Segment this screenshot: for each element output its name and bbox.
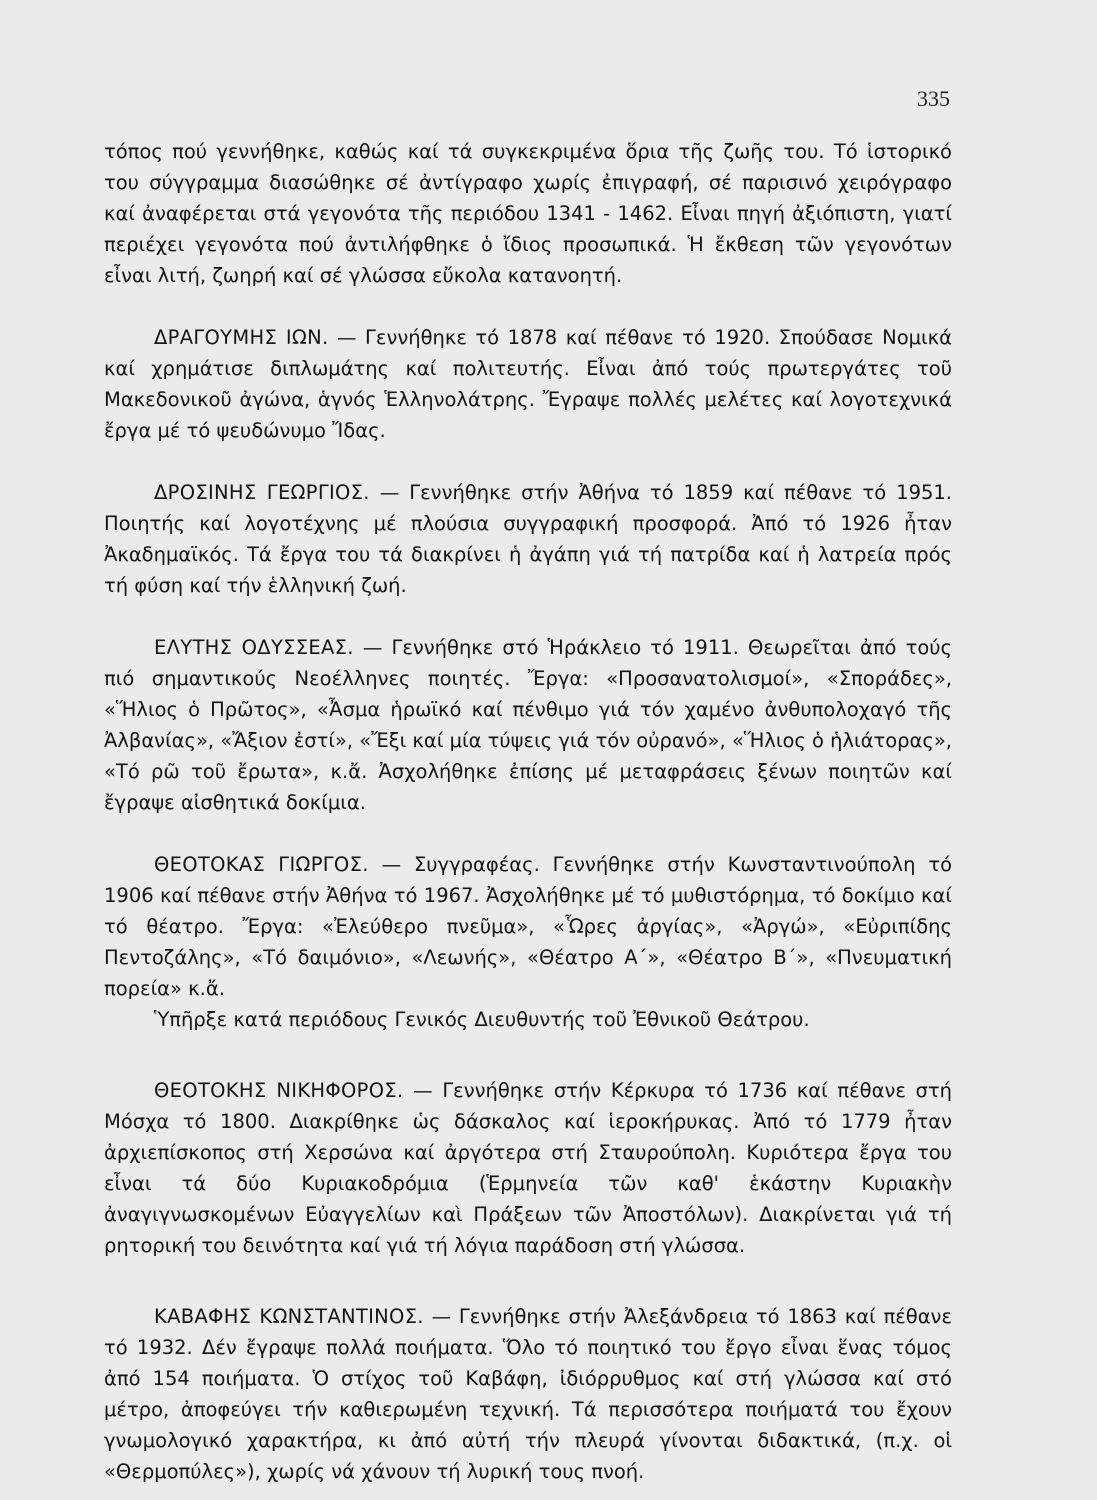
entry-text: — Γεννήθηκε στήν Ἀλεξάνδρεια τό 1863 καί πέθανε τό 1932. Δέν ἔγραψε πολλά ποιήματα. Ὅλο τό ποιητικό του ἔργο εἶναι ἕνας τόμος ἀπό 154 ποιήματα. Ὁ στίχος τοῦ Καβάφη, ἰδιόρρυθμος καί στή γλώσσα καί στό μέτρο, ἀποφεύγει τήν καθιερωμένη τεχνική. Τά περισσότερα ποιήματά του ἔχουν γνωμολογικό χαρακτήρα, κι ἀπό αὐτή τήν πλευρά γίνονται διδακτικά, (π.χ. οἱ «Θερμοπύλες»), χωρίς νά χάνουν τή λυρική τους πνοή. — [104, 1305, 952, 1483]
entry-heading: ΕΛΥΤΗΣ ΟΔΥΣΣΕΑΣ. — [154, 636, 354, 659]
entry-heading: ΔΡΑΓΟΥΜΗΣ ΙΩΝ. — [154, 326, 329, 349]
entry-theotokas — [104, 849, 952, 1004]
entry-elytis — [104, 632, 952, 818]
entry-text: — Γεννήθηκε στό Ἡράκλειο τό 1911. Θεωρεῖται ἀπό τούς πιό σημαντικούς Νεοέλληνες ποιητές. Ἔργα: «Προσανατολισμοί», «Σποράδες», «Ἥλιος ὁ Πρῶτος», «Ἆσμα ἡρωϊκό καί πένθιμο γιά τόν χαμένο ἀνθυπολοχαγό τῆς Ἀλβανίας», «Ἄξιον ἐστί», «Ἔξι καί μία τύψεις γιά τόν οὐρανό», «Ἥλιος ὁ ἡλιάτορας», «Τό ρῶ τοῦ ἔρωτα», κ.ἄ. Ἀσχολήθηκε ἐπίσης μέ μεταφράσεις ξένων ποιητῶν καί ἔγραψε αἰσθητικά δοκίμια. — [104, 636, 952, 814]
entry-heading: ΔΡΟΣΙΝΗΣ ΓΕΩΡΓΙΟΣ. — [154, 481, 370, 504]
entry-text: — Γεννήθηκε στήν Ἀθήνα τό 1859 καί πέθανε τό 1951. Ποιητής καί λογοτέχνης μέ πλούσια συγγραφική προσφορά. Ἀπό τό 1926 ἦταν Ἀκαδημαϊκός. Τά ἔργα του τά διακρίνει ἡ ἀγάπη γιά τή πατρίδα καί ἡ λατρεία πρός τή φύση καί τήν ἑλληνική ζωή. — [104, 481, 952, 597]
text-body — [104, 136, 952, 1487]
page-number: 335 — [917, 86, 950, 111]
entry-dragoumis — [104, 322, 952, 446]
entry-text: — Συγγραφέας. Γεννήθηκε στήν Κωνσταντινούπολη τό 1906 καί πέθανε στήν Ἀθήνα τό 1967. Ἀσχολήθηκε μέ τό μυθιστόρημα, τό δοκίμιο καί τό θέατρο. Ἔργα: «Ἐλεύθερο πνεῦμα», «Ὧρες ἀργίας», «Ἀργώ», «Εὐριπίδης Πεντοζάλης», «Τό δαιμόνιο», «Λεωνής», «Θέατρο Α΄», «Θέατρο Β΄», «Πνευματική πορεία» κ.ἄ. — [104, 853, 952, 1000]
entry-drosinis — [104, 477, 952, 601]
entry-heading: ΚΑΒΑΦΗΣ ΚΩΝΣΤΑΝΤΙΝΟΣ. — [154, 1305, 424, 1328]
intro-paragraph: τόπος πού γεννήθηκε, καθώς καί τά συγκεκριμένα ὅρια τῆς ζωῆς του. Τό ἱστορικό του σύγγραμμα διασώθηκε σέ ἀντίγραφο χωρίς ἐπιγραφή, σέ παρισινό χειρόγραφο καί ἀναφέρεται στά γεγονότα τῆς περιόδου 1341 - 1462. Εἶναι πηγή ἀξιόπιστη, γιατί περιέχει γεγονότα πού ἀντιλήφθηκε ὁ ἴδιος προσωπικά. Ἡ ἔκθεση τῶν γεγονότων εἶναι λιτή, ζωηρή καί σέ γλώσσα εὔκολα κατανοητή. — [104, 140, 952, 287]
entry-kavafis — [104, 1301, 952, 1487]
entry-text: — Γεννήθηκε τό 1878 καί πέθανε τό 1920. Σπούδασε Νομικά καί χρημάτισε διπλωμάτης καί πολιτευτής. Εἶναι ἀπό τούς πρωτεργάτες τοῦ Μακεδονικοῦ ἀγώνα, ἁγνός Ἑλληνολάτρης. Ἔγραψε πολλές μελέτες καί λογοτεχνικά ἔργα μέ τό ψευδώνυμο Ἴδας. — [104, 326, 952, 442]
entry-theotokis — [104, 1075, 952, 1261]
entry-heading: ΘΕΟΤΟΚΗΣ ΝΙΚΗΦΟΡΟΣ. — [154, 1079, 404, 1102]
entry-text: — Γεννήθηκε στήν Κέρκυρα τό 1736 καί πέθανε στή Μόσχα τό 1800. Διακρίθηκε ὡς δάσκαλος καί ἱεροκήρυκας. Ἀπό τό 1779 ἦταν ἀρχιεπίσκοπος στή Χερσώνα καί ἀργότερα στή Σταυρούπολη. Κυριότερα ἔργα του εἶναι τά δύο Κυριακοδρόμια (Ἑρμηνεία τῶν καθ' ἑκάστην Κυριακὴν ἀναγιγνωσκομένων Εὐαγγελίων καὶ Πράξεων τῶν Ἀποστόλων). Διακρίνεται γιά τή ρητορική του δεινότητα καί γιά τή λόγια παράδοση στή γλώσσα. — [104, 1079, 953, 1257]
entry-theotokas-extra: Ὑπῆρξε κατά περιόδους Γενικός Διευθυντής τοῦ Ἐθνικοῦ Θεάτρου. — [154, 1008, 810, 1031]
entry-heading: ΘΕΟΤΟΚΑΣ ΓΙΩΡΓΟΣ. — [154, 853, 369, 876]
